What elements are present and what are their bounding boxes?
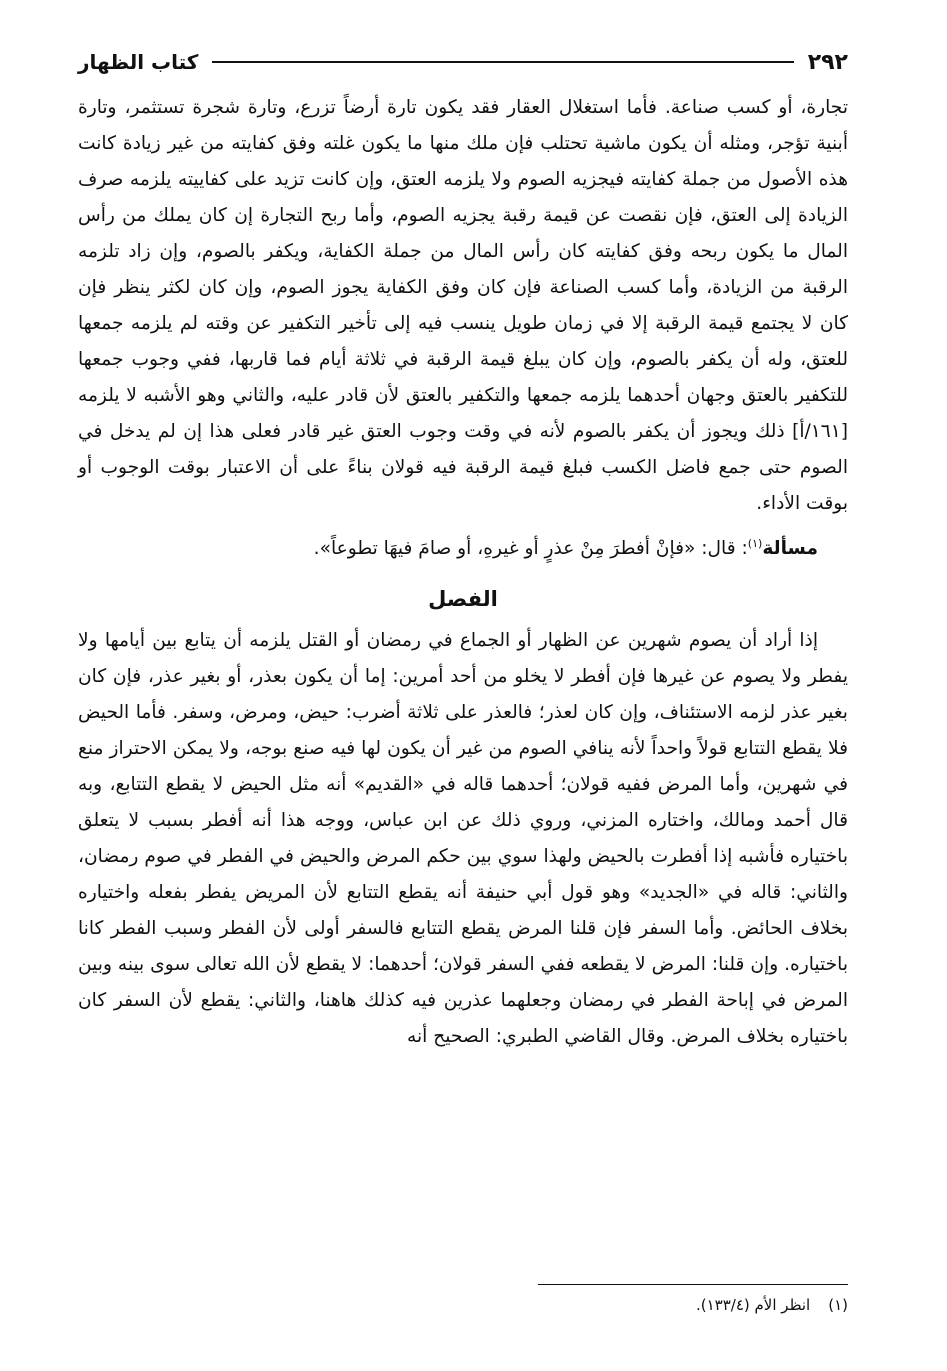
footnote-rule	[538, 1284, 848, 1285]
footnote	[696, 1296, 848, 1314]
footnote-number: (١)	[828, 1296, 848, 1314]
header-rule	[212, 61, 793, 63]
paragraph-fasl: إذا أراد أن يصوم شهرين عن الظهار أو الجماع في رمضان أو القتل يلزمه أن يتابع بين أيامها ولا يفطر ولا يصوم عن غيرها فإن أفطر لا يخلو من أحد أمرين: إما أن يكون بعذر، أو بغير عذر، فإن كان بغير عذر لزمه الاستئناف، وإن كان لعذر؛ فالعذر على ثلاثة أضرب: حيض، ومرض، وسفر. فأما الحيض فلا يقطع التتابع قولاً واحداً لأنه ينافي الصوم من غير أن يكون لها فيه صنع بوجه، ولا يمكن الاحتراز منع في شهرين، وأما المرض ففيه قولان؛ أحدهما قاله في «القديم» أنه مثل الحيض لا يقطع التتابع، وبه قال أحمد ومالك، واختاره المزني، وروي ذلك عن ابن عباس، ووجه هذا أنه أفطر بسبب لا يتعلق باختياره فأشبه إذا أفطرت بالحيض ولهذا سوي بين حكم المرض والحيض في الفطر في صوم رمضان، والثاني: قاله في «الجديد» وهو قول أبي حنيفة أنه يقطع التتابع لأن المريض يفطر بفعله واختياره بخلاف الحائض. وأما السفر فإن قلنا المرض يقطع التتابع فالسفر أولى لأن الفطر وسبب الفطر كانا باختياره. وإن قلنا: المرض لا يقطعه ففي السفر قولان؛ أحدهما: لا يقطع لأن الله تعالى سوى بينه وبين المرض في إباحة الفطر في رمضان وجعلهما عذرين فيه كذلك هاهنا، والثاني: يقطع لأن السفر كان باختياره بخلاف المرض. وقال القاضي الطبري: الصحيح أنه	[78, 630, 848, 1048]
masala-quote: : قال: «فإنْ أفطرَ مِنْ عذرٍ أو غيرهِ، أو صامَ فيهَا تطوعاً».	[313, 538, 748, 560]
book-title: كتاب الظهار	[78, 50, 199, 74]
masala-label	[748, 538, 818, 559]
paragraph-continued: تجارة، أو كسب صناعة. فأما استغلال العقار فقد يكون تارة أرضاً تزرع، وتارة شجرة تستثمر، وتارة أبنية تؤجر، ومثله أن يكون ماشية تحتلب فإن ملك منها ما يكون غلته وفق كفايته من غير زيادة كانت هذه الأصول من جملة كفايته فيجزيه الصوم ولا يلزمه العتق، وإن كانت تزيد على كفاييته يلزمه صرف الزيادة إلى العتق، فإن نقصت عن قيمة رقبة يجزيه الصوم، وأما ربح التجارة إن كان يملك من رأس المال ما يكون ربحه وفق كفايته كان رأس المال من جملة الكفاية، ويكفر بالصوم، وإن زاد تلزمه الرقبة من الزيادة، وأما كسب الصناعة فإن كان وفق الكفاية يجوز الصوم، وإن كان لكثر ينظر فإن كان لا يجتمع قيمة الرقبة إلا في زمان طويل ينسب فيه إلى تأخير التكفير عن وقته لم يلزمه جمعها للعتق، وله أن يكفر بالصوم، وإن كان يبلغ قيمة الرقبة في ثلاثة أيام فما قاربها، ففي وجوب جمعها للتكفير بالعتق وجهان أحدهما يلزمه جمعها والتكفير بالعتق لأن قادر عليه، والثاني وهو الأشبه لا يلزمه [١٦١/أ] ذلك ويجوز أن يكفر بالصوم لأنه في وقت وجوب العتق غير قادر فعلى هذا إن لم يدخل في الصوم حتى جمع فاضل الكسب فبلغ قيمة الرقبة فيه قولان بناءً على أن الاعتبار بوقت الوجوب أو بوقت الأداء.	[78, 97, 848, 514]
masala-word: مسألة	[762, 538, 818, 560]
footnote-reference[interactable]: (١)	[747, 537, 763, 550]
masala-line	[78, 526, 848, 567]
section-heading: الفصل	[428, 587, 498, 612]
page-number: ٢٩٢	[807, 49, 848, 75]
running-head	[78, 42, 848, 82]
book-page	[78, 42, 848, 1055]
footnote-text: انظر الأم (١٣٣/٤).	[695, 1296, 811, 1314]
